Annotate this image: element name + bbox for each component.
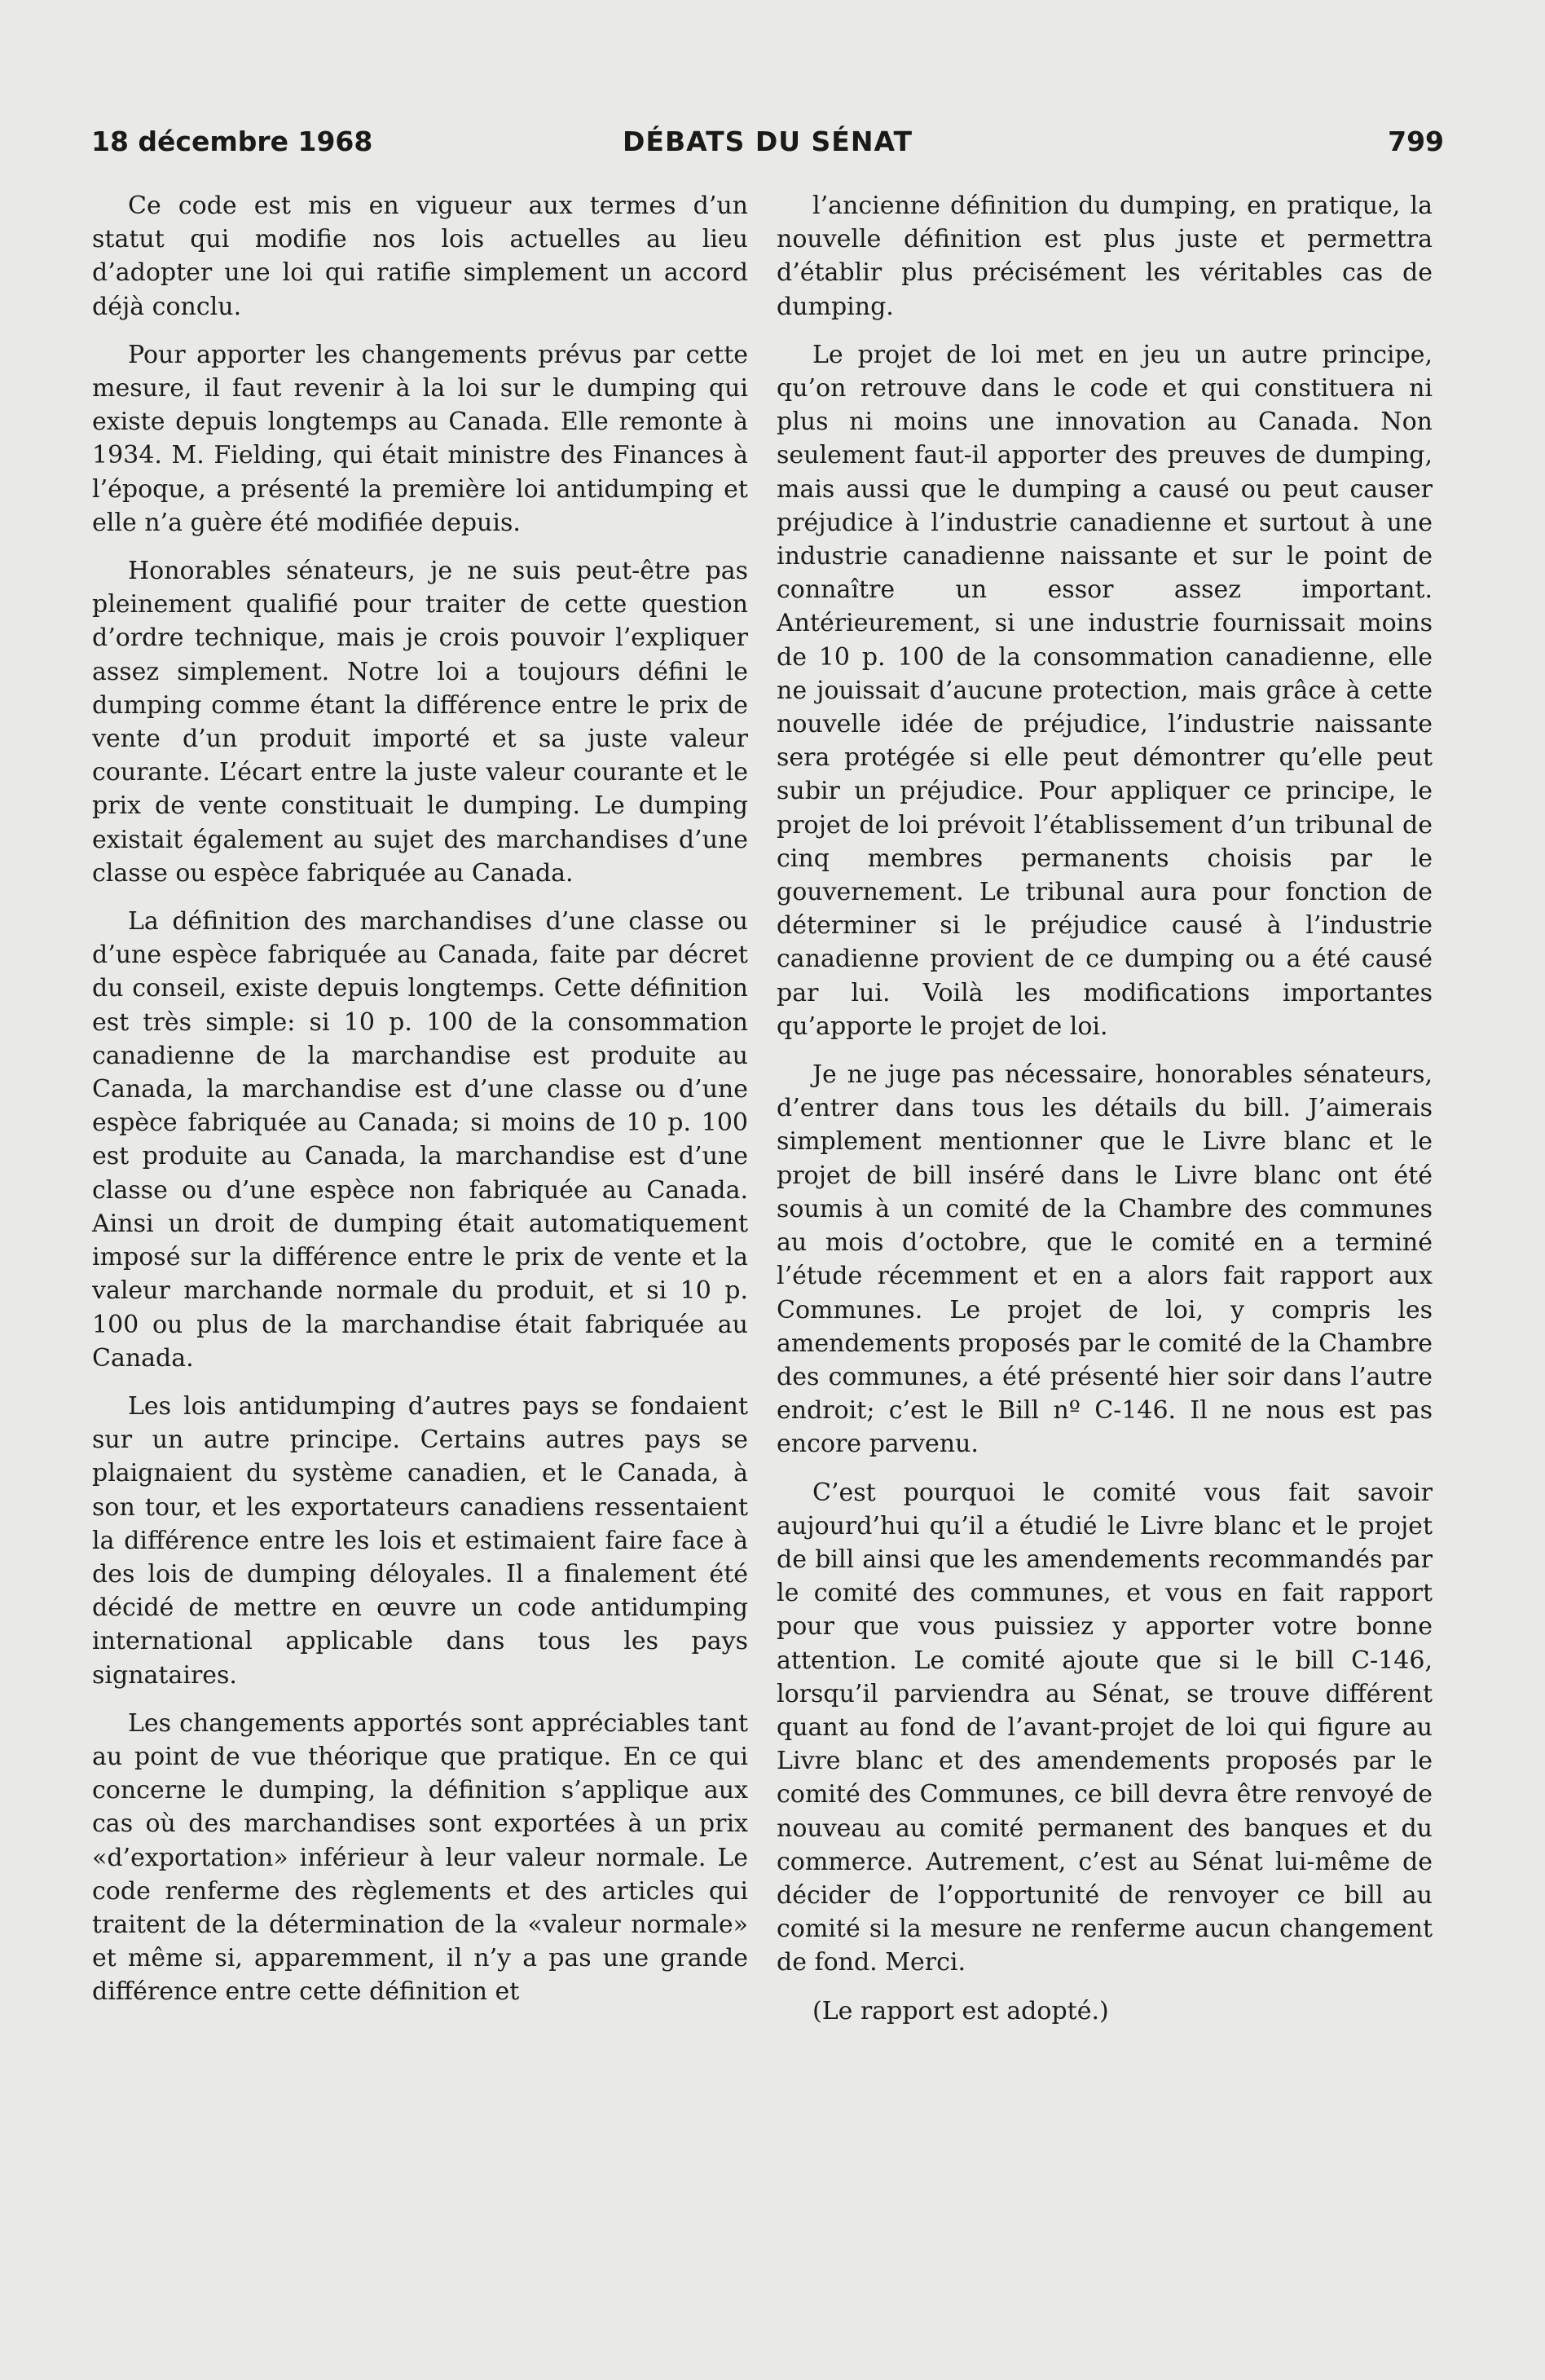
paragraph: Ce code est mis en vigueur aux termes d’un statut qui modifie nos lois actuelles au lieu d’adopter une loi qui ratifie simplement un accord déjà conclu. xyxy=(92,192,748,321)
right-column xyxy=(777,189,1433,2043)
paragraph: Les changements apportés sont appréciables tant au point de vue théorique que pratique. En ce qui concerne le dumping, la définition s’applique aux cas où des marchandises sont exportées à un prix «d’exportation» inférieur à leur valeur normale. Le code renferme des règlements et des articles qui traitent de la détermination de la «valeur normale» et même si, apparemment, il n’y a pas une grande différence entre cette définition et xyxy=(92,1708,748,2007)
paragraph: C’est pourquoi le comité vous fait savoir aujourd’hui qu’il a étudié le Livre blanc et le projet de bill ainsi que les amendements recommandés par le comité des communes, et vous en fait rapport pour que vous puissiez y apporter votre bonne attention. Le comité ajoute que si le bill C-146, lorsqu’il parviendra au Sénat, se trouve différent quant au fond de l’avant-projet de loi qui figure au Livre blanc et des amendements proposés par le comité des Communes, ce bill devra être renvoyé de nouveau au comité permanent des banques et du commerce. Autrement, c’est au Sénat lui-même de décider de l’opportunité de renvoyer ce bill au comité si la mesure ne renferme aucun changement de fond. Merci. xyxy=(777,1478,1433,1977)
paragraph: l’ancienne définition du dumping, en pratique, la nouvelle définition est plus juste et permettra d’établir plus précisément les véritables cas de dumping. xyxy=(777,192,1433,321)
paragraph: Pour apporter les changements prévus par cette mesure, il faut revenir à la loi sur le dumping qui existe depuis longtemps au Canada. Elle remonte à 1934. M. Fielding, qui était ministre des Finances à l’époque, a présenté la première loi antidumping et elle n’a guère été modifiée depuis. xyxy=(92,340,748,537)
page-header xyxy=(91,126,1444,166)
paragraph: Je ne juge pas nécessaire, honorables sénateurs, d’entrer dans tous les détails du bill. J’aimerais simplement mentionner que le Livre blanc et le projet de bill inséré dans le Livre blanc ont été soumis à un comité de la Chambre des communes au mois d’octobre, que le comité en a terminé l’étude récemment et en a alors fait rapport aux Communes. Le projet de loi, y compris les amendements proposés par le comité de la Chambre des communes, a été présenté hier soir dans l’autre endroit; c’est le Bill nº C-146. Il ne nous est pas encore parvenu. xyxy=(777,1060,1433,1459)
paragraph: La définition des marchandises d’une classe ou d’une espèce fabriquée au Canada, faite par décret du conseil, existe depuis longtemps. Cette définition est très simple: si 10 p. 100 de la consommation canadienne de la marchandise est produite au Canada, la marchandise est d’une classe ou d’une espèce fabriquée au Canada; si moins de 10 p. 100 est produite au Canada, la marchandise est d’une classe ou d’une espèce non fabriquée au Canada. Ainsi un droit de dumping était automatiquement imposé sur la différence entre le prix de vente et la valeur marchande normale du produit, et si 10 p. 100 ou plus de la marchandise était fabriquée au Canada. xyxy=(92,907,748,1373)
header-title: DÉBATS DU SÉNAT xyxy=(623,126,913,157)
page-number: 799 xyxy=(1388,126,1444,157)
paragraph: Le projet de loi met en jeu un autre principe, qu’on retrouve dans le code et qui constituera ni plus ni moins une innovation au Canada. Non seulement faut-il apporter des preuves de dumping, mais aussi que le dumping a causé ou peut causer préjudice à l’industrie canadienne et surtout à une industrie canadienne naissante et sur le point de connaître un essor assez important. Antérieurement, si une industrie fournissait moins de 10 p. 100 de la consommation canadienne, elle ne jouissait d’aucune protection, mais grâce à cette nouvelle idée de préjudice, l’industrie naissante sera protégée si elle peut démontrer qu’elle peut subir un préjudice. Pour appliquer ce principe, le projet de loi prévoit l’établissement d’un tribunal de cinq membres permanents choisis par le gouvernement. Le tribunal aura pour fonction de déterminer si le préjudice causé à l’industrie canadienne provient de ce dumping ou a été causé par lui. Voilà les modifications importantes qu’apporte le projet de loi. xyxy=(777,340,1433,1041)
report-adopted-note: (Le rapport est adopté.) xyxy=(812,1996,1109,2025)
header-date: 18 décembre 1968 xyxy=(91,126,373,157)
left-column xyxy=(92,189,748,2024)
paragraph: Honorables sénateurs, je ne suis peut-être pas pleinement qualifié pour traiter de cette question d’ordre technique, mais je crois pouvoir l’expliquer assez simplement. Notre loi a toujours défini le dumping comme étant la différence entre le prix de vente d’un produit importé et sa juste valeur courante. L’écart entre la juste valeur courante et le prix de vente constituait le dumping. Le dumping existait également au sujet des marchandises d’une classe ou espèce fabriquée au Canada. xyxy=(92,557,748,888)
paragraph: Les lois antidumping d’autres pays se fondaient sur un autre principe. Certains autres pays se plaignaient du système canadien, et le Canada, à son tour, et les exportateurs canadiens ressentaient la différence entre les lois et estimaient faire face à des lois de dumping déloyales. Il a finalement été décidé de mettre en œuvre un code antidumping international applicable dans tous les pays signataires. xyxy=(92,1391,748,1690)
